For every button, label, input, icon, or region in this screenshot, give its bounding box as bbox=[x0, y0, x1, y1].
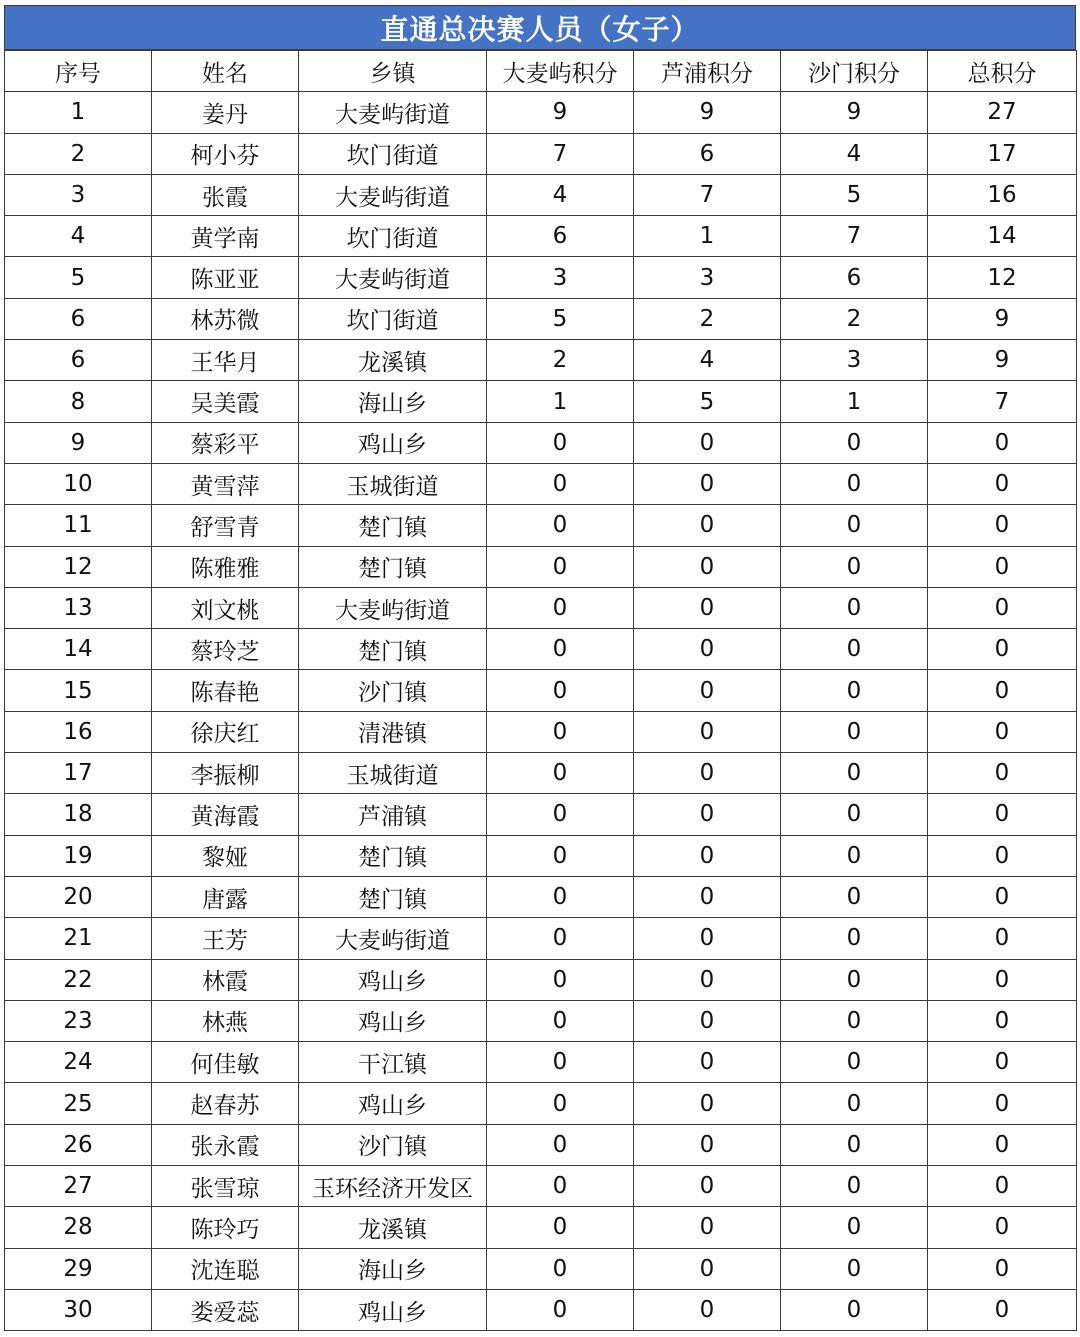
cell-rank: 12 bbox=[5, 546, 152, 587]
cell-name: 李振柳 bbox=[152, 753, 299, 794]
cell-total-points: 0 bbox=[928, 753, 1077, 794]
cell-total-points: 0 bbox=[928, 876, 1077, 917]
table-row bbox=[5, 959, 1077, 1000]
cell-damaiyu-points: 0 bbox=[487, 422, 634, 463]
cell-rank: 26 bbox=[5, 1124, 152, 1165]
cell-name: 沈连聪 bbox=[152, 1248, 299, 1289]
header-total-points: 总积分 bbox=[928, 51, 1077, 92]
cell-total-points: 7 bbox=[928, 381, 1077, 422]
table-row bbox=[5, 340, 1077, 381]
cell-total-points: 17 bbox=[928, 133, 1077, 174]
cell-rank: 9 bbox=[5, 422, 152, 463]
cell-shamen-points: 0 bbox=[781, 670, 928, 711]
cell-damaiyu-points: 0 bbox=[487, 670, 634, 711]
table-row bbox=[5, 918, 1077, 959]
cell-total-points: 0 bbox=[928, 835, 1077, 876]
cell-total-points: 0 bbox=[928, 1083, 1077, 1124]
cell-rank: 18 bbox=[5, 794, 152, 835]
cell-lupu-points: 0 bbox=[634, 1042, 781, 1083]
cell-shamen-points: 0 bbox=[781, 1207, 928, 1248]
cell-damaiyu-points: 7 bbox=[487, 133, 634, 174]
cell-rank: 8 bbox=[5, 381, 152, 422]
table-row bbox=[5, 794, 1077, 835]
cell-damaiyu-points: 0 bbox=[487, 1207, 634, 1248]
cell-damaiyu-points: 0 bbox=[487, 1289, 634, 1330]
table-row bbox=[5, 587, 1077, 628]
cell-damaiyu-points: 0 bbox=[487, 1124, 634, 1165]
cell-rank: 23 bbox=[5, 1000, 152, 1041]
cell-damaiyu-points: 5 bbox=[487, 298, 634, 339]
cell-rank: 16 bbox=[5, 711, 152, 752]
cell-rank: 1 bbox=[5, 92, 152, 133]
cell-lupu-points: 0 bbox=[634, 463, 781, 504]
table-row bbox=[5, 876, 1077, 917]
cell-name: 蔡玲芝 bbox=[152, 629, 299, 670]
cell-rank: 10 bbox=[5, 463, 152, 504]
cell-total-points: 0 bbox=[928, 794, 1077, 835]
cell-name: 张永霞 bbox=[152, 1124, 299, 1165]
cell-damaiyu-points: 3 bbox=[487, 257, 634, 298]
cell-rank: 6 bbox=[5, 340, 152, 381]
cell-lupu-points: 0 bbox=[634, 1083, 781, 1124]
cell-rank: 27 bbox=[5, 1166, 152, 1207]
cell-lupu-points: 0 bbox=[634, 670, 781, 711]
cell-town: 玉城街道 bbox=[299, 463, 487, 504]
header-row bbox=[5, 51, 1077, 92]
cell-town: 鸡山乡 bbox=[299, 1289, 487, 1330]
cell-lupu-points: 0 bbox=[634, 959, 781, 1000]
cell-lupu-points: 4 bbox=[634, 340, 781, 381]
cell-lupu-points: 6 bbox=[634, 133, 781, 174]
cell-name: 王华月 bbox=[152, 340, 299, 381]
cell-town: 龙溪镇 bbox=[299, 1207, 487, 1248]
cell-name: 姜丹 bbox=[152, 92, 299, 133]
cell-damaiyu-points: 0 bbox=[487, 1248, 634, 1289]
cell-total-points: 0 bbox=[928, 711, 1077, 752]
cell-total-points: 14 bbox=[928, 216, 1077, 257]
cell-name: 陈亚亚 bbox=[152, 257, 299, 298]
cell-town: 大麦屿街道 bbox=[299, 257, 487, 298]
cell-total-points: 0 bbox=[928, 1289, 1077, 1330]
cell-rank: 13 bbox=[5, 587, 152, 628]
cell-lupu-points: 0 bbox=[634, 753, 781, 794]
cell-damaiyu-points: 0 bbox=[487, 918, 634, 959]
table-row bbox=[5, 1289, 1077, 1330]
cell-town: 鸡山乡 bbox=[299, 1000, 487, 1041]
table-row bbox=[5, 422, 1077, 463]
score-sheet bbox=[4, 5, 1076, 1331]
cell-name: 林霞 bbox=[152, 959, 299, 1000]
cell-lupu-points: 5 bbox=[634, 381, 781, 422]
cell-total-points: 0 bbox=[928, 546, 1077, 587]
cell-total-points: 0 bbox=[928, 505, 1077, 546]
cell-lupu-points: 2 bbox=[634, 298, 781, 339]
cell-lupu-points: 0 bbox=[634, 1289, 781, 1330]
cell-town: 楚门镇 bbox=[299, 505, 487, 546]
cell-shamen-points: 0 bbox=[781, 1248, 928, 1289]
cell-lupu-points: 0 bbox=[634, 546, 781, 587]
cell-name: 蔡彩平 bbox=[152, 422, 299, 463]
header-lupu-points: 芦浦积分 bbox=[634, 51, 781, 92]
cell-damaiyu-points: 0 bbox=[487, 463, 634, 504]
table-row bbox=[5, 1248, 1077, 1289]
cell-name: 林燕 bbox=[152, 1000, 299, 1041]
cell-lupu-points: 0 bbox=[634, 918, 781, 959]
cell-town: 龙溪镇 bbox=[299, 340, 487, 381]
cell-shamen-points: 7 bbox=[781, 216, 928, 257]
cell-name: 陈春艳 bbox=[152, 670, 299, 711]
cell-name: 赵春苏 bbox=[152, 1083, 299, 1124]
cell-damaiyu-points: 0 bbox=[487, 546, 634, 587]
cell-damaiyu-points: 0 bbox=[487, 711, 634, 752]
table-row bbox=[5, 546, 1077, 587]
cell-rank: 28 bbox=[5, 1207, 152, 1248]
cell-town: 玉环经济开发区 bbox=[299, 1166, 487, 1207]
cell-name: 舒雪青 bbox=[152, 505, 299, 546]
cell-lupu-points: 0 bbox=[634, 629, 781, 670]
cell-total-points: 0 bbox=[928, 587, 1077, 628]
cell-lupu-points: 0 bbox=[634, 587, 781, 628]
cell-rank: 25 bbox=[5, 1083, 152, 1124]
table-row bbox=[5, 133, 1077, 174]
cell-lupu-points: 0 bbox=[634, 1124, 781, 1165]
cell-lupu-points: 0 bbox=[634, 1248, 781, 1289]
cell-rank: 6 bbox=[5, 298, 152, 339]
cell-town: 大麦屿街道 bbox=[299, 587, 487, 628]
cell-damaiyu-points: 0 bbox=[487, 835, 634, 876]
cell-name: 陈玲巧 bbox=[152, 1207, 299, 1248]
cell-name: 黎娅 bbox=[152, 835, 299, 876]
cell-total-points: 12 bbox=[928, 257, 1077, 298]
header-town: 乡镇 bbox=[299, 51, 487, 92]
cell-rank: 5 bbox=[5, 257, 152, 298]
cell-name: 柯小芬 bbox=[152, 133, 299, 174]
header-damaiyu-points: 大麦屿积分 bbox=[487, 51, 634, 92]
cell-total-points: 9 bbox=[928, 340, 1077, 381]
cell-lupu-points: 0 bbox=[634, 422, 781, 463]
cell-damaiyu-points: 0 bbox=[487, 505, 634, 546]
cell-name: 黄雪萍 bbox=[152, 463, 299, 504]
cell-shamen-points: 0 bbox=[781, 835, 928, 876]
cell-town: 楚门镇 bbox=[299, 629, 487, 670]
cell-shamen-points: 0 bbox=[781, 629, 928, 670]
cell-name: 娄爱蕊 bbox=[152, 1289, 299, 1330]
cell-total-points: 0 bbox=[928, 670, 1077, 711]
table-row bbox=[5, 1042, 1077, 1083]
cell-rank: 15 bbox=[5, 670, 152, 711]
cell-town: 清港镇 bbox=[299, 711, 487, 752]
cell-shamen-points: 3 bbox=[781, 340, 928, 381]
cell-lupu-points: 0 bbox=[634, 1166, 781, 1207]
cell-rank: 24 bbox=[5, 1042, 152, 1083]
table-row bbox=[5, 1000, 1077, 1041]
cell-name: 林苏微 bbox=[152, 298, 299, 339]
cell-damaiyu-points: 0 bbox=[487, 1042, 634, 1083]
cell-shamen-points: 0 bbox=[781, 505, 928, 546]
cell-lupu-points: 9 bbox=[634, 92, 781, 133]
cell-shamen-points: 0 bbox=[781, 794, 928, 835]
cell-total-points: 0 bbox=[928, 1207, 1077, 1248]
cell-damaiyu-points: 0 bbox=[487, 1083, 634, 1124]
cell-town: 沙门镇 bbox=[299, 670, 487, 711]
cell-damaiyu-points: 0 bbox=[487, 959, 634, 1000]
table-row bbox=[5, 835, 1077, 876]
cell-shamen-points: 0 bbox=[781, 463, 928, 504]
cell-shamen-points: 0 bbox=[781, 422, 928, 463]
cell-name: 吴美霞 bbox=[152, 381, 299, 422]
cell-town: 鸡山乡 bbox=[299, 959, 487, 1000]
cell-rank: 20 bbox=[5, 876, 152, 917]
cell-name: 张霞 bbox=[152, 174, 299, 215]
cell-shamen-points: 0 bbox=[781, 1289, 928, 1330]
cell-total-points: 0 bbox=[928, 1248, 1077, 1289]
cell-town: 大麦屿街道 bbox=[299, 92, 487, 133]
cell-total-points: 16 bbox=[928, 174, 1077, 215]
cell-lupu-points: 0 bbox=[634, 711, 781, 752]
cell-rank: 17 bbox=[5, 753, 152, 794]
table-row bbox=[5, 753, 1077, 794]
cell-shamen-points: 6 bbox=[781, 257, 928, 298]
cell-lupu-points: 1 bbox=[634, 216, 781, 257]
cell-town: 海山乡 bbox=[299, 1248, 487, 1289]
cell-town: 楚门镇 bbox=[299, 835, 487, 876]
cell-rank: 2 bbox=[5, 133, 152, 174]
cell-name: 徐庆红 bbox=[152, 711, 299, 752]
cell-shamen-points: 9 bbox=[781, 92, 928, 133]
cell-total-points: 0 bbox=[928, 918, 1077, 959]
cell-total-points: 0 bbox=[928, 1124, 1077, 1165]
cell-shamen-points: 5 bbox=[781, 174, 928, 215]
cell-total-points: 27 bbox=[928, 92, 1077, 133]
cell-rank: 29 bbox=[5, 1248, 152, 1289]
table-row bbox=[5, 257, 1077, 298]
cell-shamen-points: 0 bbox=[781, 1166, 928, 1207]
cell-town: 坎门街道 bbox=[299, 133, 487, 174]
cell-total-points: 0 bbox=[928, 629, 1077, 670]
cell-name: 黄学南 bbox=[152, 216, 299, 257]
table-row bbox=[5, 298, 1077, 339]
table-title: 直通总决赛人员（女子） bbox=[4, 5, 1076, 50]
cell-shamen-points: 0 bbox=[781, 959, 928, 1000]
cell-rank: 14 bbox=[5, 629, 152, 670]
cell-lupu-points: 0 bbox=[634, 505, 781, 546]
table-row bbox=[5, 1124, 1077, 1165]
cell-town: 干江镇 bbox=[299, 1042, 487, 1083]
cell-shamen-points: 0 bbox=[781, 1000, 928, 1041]
score-table bbox=[4, 50, 1077, 1331]
cell-shamen-points: 0 bbox=[781, 1042, 928, 1083]
cell-total-points: 0 bbox=[928, 463, 1077, 504]
cell-name: 黄海霞 bbox=[152, 794, 299, 835]
cell-town: 坎门街道 bbox=[299, 216, 487, 257]
cell-lupu-points: 0 bbox=[634, 1207, 781, 1248]
cell-town: 大麦屿街道 bbox=[299, 174, 487, 215]
cell-name: 何佳敏 bbox=[152, 1042, 299, 1083]
cell-town: 楚门镇 bbox=[299, 876, 487, 917]
table-row bbox=[5, 381, 1077, 422]
cell-shamen-points: 0 bbox=[781, 918, 928, 959]
table-row bbox=[5, 711, 1077, 752]
cell-name: 刘文桃 bbox=[152, 587, 299, 628]
table-row bbox=[5, 216, 1077, 257]
cell-town: 芦浦镇 bbox=[299, 794, 487, 835]
cell-damaiyu-points: 0 bbox=[487, 629, 634, 670]
cell-name: 王芳 bbox=[152, 918, 299, 959]
cell-total-points: 0 bbox=[928, 1000, 1077, 1041]
cell-rank: 30 bbox=[5, 1289, 152, 1330]
cell-shamen-points: 2 bbox=[781, 298, 928, 339]
cell-damaiyu-points: 0 bbox=[487, 1166, 634, 1207]
cell-total-points: 9 bbox=[928, 298, 1077, 339]
cell-total-points: 0 bbox=[928, 959, 1077, 1000]
cell-shamen-points: 0 bbox=[781, 1124, 928, 1165]
cell-town: 沙门镇 bbox=[299, 1124, 487, 1165]
table-row bbox=[5, 174, 1077, 215]
cell-damaiyu-points: 2 bbox=[487, 340, 634, 381]
table-header bbox=[5, 51, 1077, 92]
cell-lupu-points: 0 bbox=[634, 835, 781, 876]
cell-shamen-points: 1 bbox=[781, 381, 928, 422]
cell-name: 张雪琼 bbox=[152, 1166, 299, 1207]
cell-rank: 22 bbox=[5, 959, 152, 1000]
cell-damaiyu-points: 0 bbox=[487, 1000, 634, 1041]
cell-rank: 3 bbox=[5, 174, 152, 215]
cell-lupu-points: 7 bbox=[634, 174, 781, 215]
cell-damaiyu-points: 6 bbox=[487, 216, 634, 257]
cell-lupu-points: 0 bbox=[634, 794, 781, 835]
table-row bbox=[5, 92, 1077, 133]
cell-shamen-points: 4 bbox=[781, 133, 928, 174]
cell-damaiyu-points: 0 bbox=[487, 876, 634, 917]
cell-total-points: 0 bbox=[928, 422, 1077, 463]
cell-rank: 11 bbox=[5, 505, 152, 546]
header-rank: 序号 bbox=[5, 51, 152, 92]
cell-town: 坎门街道 bbox=[299, 298, 487, 339]
cell-shamen-points: 0 bbox=[781, 587, 928, 628]
header-shamen-points: 沙门积分 bbox=[781, 51, 928, 92]
cell-shamen-points: 0 bbox=[781, 1083, 928, 1124]
header-name: 姓名 bbox=[152, 51, 299, 92]
cell-town: 楚门镇 bbox=[299, 546, 487, 587]
cell-total-points: 0 bbox=[928, 1166, 1077, 1207]
cell-shamen-points: 0 bbox=[781, 753, 928, 794]
cell-shamen-points: 0 bbox=[781, 711, 928, 752]
cell-town: 鸡山乡 bbox=[299, 1083, 487, 1124]
table-row bbox=[5, 463, 1077, 504]
cell-damaiyu-points: 9 bbox=[487, 92, 634, 133]
cell-rank: 4 bbox=[5, 216, 152, 257]
table-row bbox=[5, 1083, 1077, 1124]
cell-lupu-points: 0 bbox=[634, 1000, 781, 1041]
cell-town: 鸡山乡 bbox=[299, 422, 487, 463]
table-row bbox=[5, 670, 1077, 711]
cell-rank: 19 bbox=[5, 835, 152, 876]
cell-town: 玉城街道 bbox=[299, 753, 487, 794]
cell-damaiyu-points: 0 bbox=[487, 587, 634, 628]
cell-damaiyu-points: 0 bbox=[487, 794, 634, 835]
cell-lupu-points: 3 bbox=[634, 257, 781, 298]
cell-shamen-points: 0 bbox=[781, 876, 928, 917]
cell-name: 陈雅雅 bbox=[152, 546, 299, 587]
cell-damaiyu-points: 0 bbox=[487, 753, 634, 794]
table-row bbox=[5, 1207, 1077, 1248]
cell-rank: 21 bbox=[5, 918, 152, 959]
cell-town: 大麦屿街道 bbox=[299, 918, 487, 959]
table-row bbox=[5, 505, 1077, 546]
cell-damaiyu-points: 1 bbox=[487, 381, 634, 422]
cell-total-points: 0 bbox=[928, 1042, 1077, 1083]
cell-lupu-points: 0 bbox=[634, 876, 781, 917]
cell-name: 唐露 bbox=[152, 876, 299, 917]
table-row bbox=[5, 1166, 1077, 1207]
table-body bbox=[5, 92, 1077, 1331]
cell-shamen-points: 0 bbox=[781, 546, 928, 587]
cell-town: 海山乡 bbox=[299, 381, 487, 422]
cell-damaiyu-points: 4 bbox=[487, 174, 634, 215]
table-row bbox=[5, 629, 1077, 670]
